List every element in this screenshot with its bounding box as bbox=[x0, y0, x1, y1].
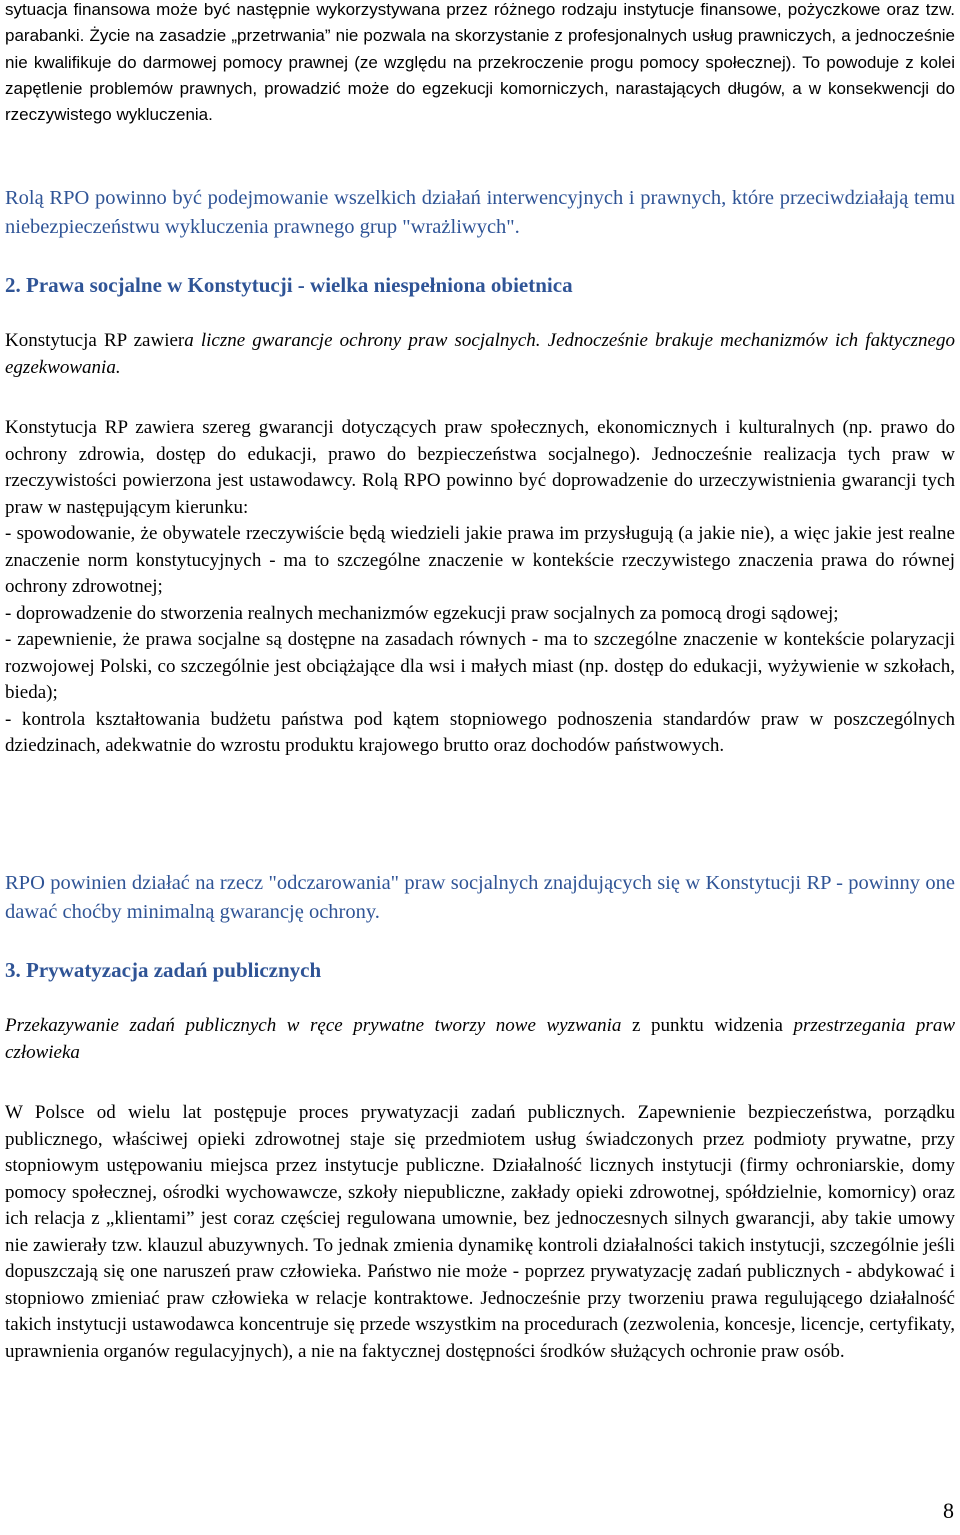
section-2-body-block bbox=[5, 415, 955, 760]
rpo-role-paragraph-block bbox=[5, 184, 955, 242]
lead-italic-text: a liczne gwarancje ochrony praw socjalnych. Jednocześnie brakuje mechanizmów ich faktycznego egzekwowania. bbox=[5, 330, 955, 378]
section-2-lead bbox=[5, 328, 955, 381]
section-2-blue-block bbox=[5, 869, 955, 927]
lead-italic-1: Przekazywanie zadań publicznych w ręce prywatne tworzy nowe wyzwania bbox=[5, 1015, 622, 1036]
body-intro: Konstytucja RP zawiera szereg gwarancji dotyczących praw społecznych, ekonomicznych i kulturalnych (np. prawo do ochrony zdrowia, dostęp do edukacji, prawo do bezpieczeństwa socjalnego). Jednocześnie realizacja tych praw w rzeczywistości powierzona jest ustawodawcy. Rolą RPO powinno być doprowadzenie do urzeczywistnienia gwarancji tych praw w następującym kierunku: bbox=[5, 417, 955, 518]
lead-normal-text: Konstytucja RP zawier bbox=[5, 330, 185, 351]
section-3-lead bbox=[5, 1013, 955, 1066]
section-3-heading-block bbox=[5, 956, 955, 984]
rpo-role-paragraph: Rolą RPO powinno być podejmowanie wszelkich działań interwencyjnych i prawnych, które przeciwdziałają temu niebezpieczeństwu wykluczenia prawnego grup "wrażliwych". bbox=[5, 187, 955, 238]
lead-normal: z punktu widzenia bbox=[621, 1015, 794, 1036]
section-3-lead-block bbox=[5, 1013, 955, 1066]
section-2-heading: 2. Prawa socjalne w Konstytucji - wielka niespełniona obietnica bbox=[5, 273, 573, 297]
section-3-body: W Polsce od wielu lat postępuje proces prywatyzacji zadań publicznych. Zapewnienie bezpieczeństwa, porządku publicznego, właściwej opieki zdrowotnej staje się przedmiotem usług świadczonych przez podmioty prywatne, przy stopniowym ustępowaniu miejsca przez instytucje publiczne. Działalność licznych instytucji (firmy ochroniarskie, domy pomocy społecznej, ośrodki wychowawcze, szkoły niepubliczne, zakłady opieki zdrowotnej, spółdzielnie, komornicy) oraz ich relacja z „klientami” jest coraz częściej regulowana umownie, bez jednoczesnych silnych gwarancji, aby takie umowy nie zawierały tzw. klauzul abuzywnych. To jednak zmienia dynamikę kontroli działalności takich instytucji, szczególnie jeśli dopuszczają się one naruszeń praw człowieka. Państwo nie może - poprzez prywatyzację zadań publicznych - abdykować i stopniowo zmieniać praw człowieka w relacje kontraktowe. Jednocześnie przy tworzeniu prawa regulującego działalność takich instytucji ustawodawca koncentruje się przede wszystkim na procedurach (zezwolenia, koncesje, licencje, certyfikaty, uprawnienia organów regulacyjnych), a nie na faktycznej dostępności środków służących ochronie praw osób. bbox=[5, 1102, 955, 1362]
intro-paragraph-block bbox=[5, 0, 955, 128]
bullet-3: - zapewnienie, że prawa socjalne są dostępne na zasadach równych - ma to szczególne znaczenie w kontekście polaryzacji rozwojowej Polski, co szczególnie jest obciążające dla wsi i małych miast (np. dostęp do edukacji, wyżywienie w szkołach, bieda); bbox=[5, 629, 955, 703]
bullet-2: - doprowadzenie do stworzenia realnych mechanizmów egzekucji praw socjalnych za pomocą drogi sądowej; bbox=[5, 602, 839, 624]
section-2-body bbox=[5, 415, 955, 760]
section-2-heading-block bbox=[5, 271, 955, 299]
bullet-1: - spowodowanie, że obywatele rzeczywiście będą wiedzieli jakie prawa im przysługują (a jakie nie), a więc jakie jest realne znaczenie norm konstytucyjnych - ma to szczególne znaczenie w kontekście rzeczywistego znaczenia prawa do równej ochrony zdrowotnej; bbox=[5, 523, 955, 597]
intro-paragraph: sytuacja finansowa może być następnie wykorzystywana przez różnego rodzaju instytucje finansowe, pożyczkowe oraz tzw. parabanki. Życie na zasadzie „przetrwania” nie pozwala na skorzystanie z profesjonalnych usług prawniczych, a jednocześnie nie kwalifikuje do darmowej pomocy prawnej (ze względu na przekroczenie progu pomocy społecznej). To powoduje z kolei zapętlenie problemów prawnych, prowadzić może do egzekucji komorniczych, narastających długów, a w konsekwencji do rzeczywistego wykluczenia. bbox=[5, 0, 955, 125]
section-2-lead-block bbox=[5, 328, 955, 381]
bullet-4: - kontrola kształtowania budżetu państwa pod kątem stopniowego podnoszenia standardów praw w poszczególnych dziedzinach, adekwatnie do wzrostu produktu krajowego brutto oraz dochodów państwowych. bbox=[5, 708, 955, 756]
page-number: 8 bbox=[943, 1498, 954, 1523]
section-2-blue-paragraph: RPO powinien działać na rzecz "odczarowania" praw socjalnych znajdujących się w Konstytucji RP - powinny one dawać choćby minimalną gwarancję ochrony. bbox=[5, 872, 955, 923]
lead-italic-2: przestrzegania praw człowieka bbox=[5, 1015, 955, 1063]
section-3-heading: 3. Prywatyzacja zadań publicznych bbox=[5, 958, 322, 982]
section-3-body-block bbox=[5, 1100, 955, 1365]
